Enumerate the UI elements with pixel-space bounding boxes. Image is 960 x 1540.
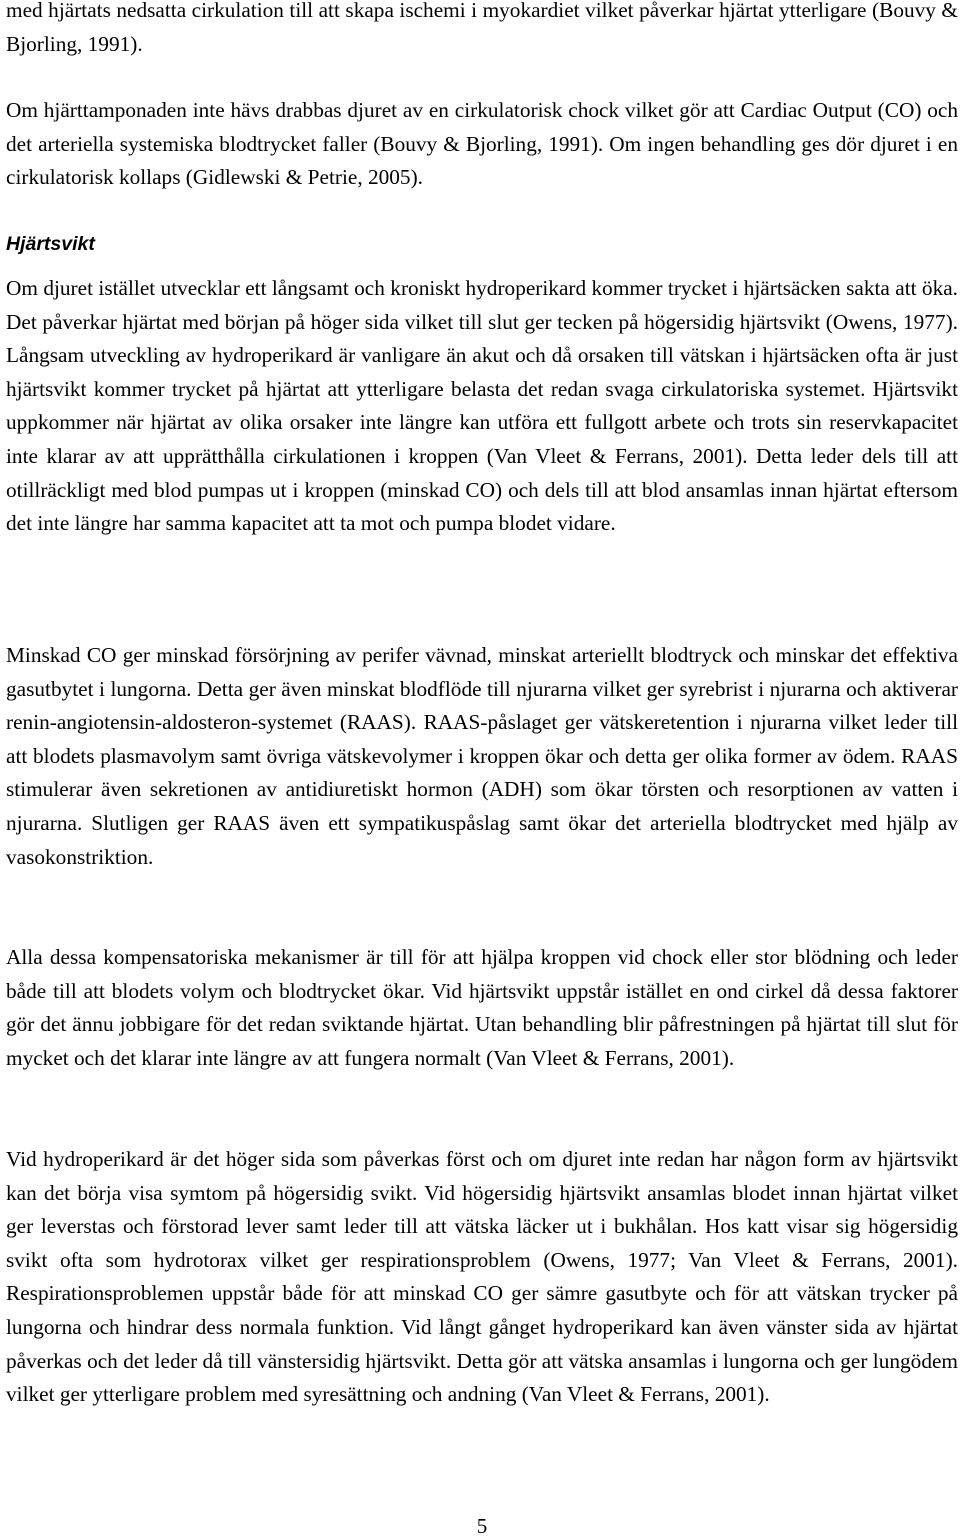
- paragraph-tamponade: Om hjärttamponaden inte hävs drabbas djuret av en cirkulatorisk chock vilket gör att Cardiac Output (CO) och det arteriella systemiska blodtrycket faller (Bouvy & Bjorling, 1991). Om ingen behandling ges dör djuret i en cirkulatorisk kollaps (Gidlewski & Petrie, 2005).: [6, 98, 958, 190]
- page-number: 5: [476, 1514, 488, 1538]
- document-page: [6, 0, 958, 1539]
- paragraph-reduced-co: Minskad CO ger minskad försörjning av perifer vävnad, minskat arteriellt blodtryck och minskar det effektiva gasutbytet i lungorna. Detta ger även minskat blodflöde till njurarna vilket ger syrebrist i njurarna och aktiverar renin-angiotensin-aldosteron-systemet (RAAS). RAAS-påslaget ger vätskeretention i njurarna vilket leder till att blodets plasmavolym samt övriga vätskevolymer i kroppen ökar och detta ger olika former av ödem. RAAS stimulerar även sekretionen av antidiuretiskt hormon (ADH) som ökar törsten och resorptionen av vatten i njurarna. Slutligen ger RAAS även ett sympatikuspåslag samt ökar det arteriella blodtrycket med hjälp av vasokonstriktion.: [6, 643, 958, 869]
- paragraph-chronic-hydropericardium: Om djuret istället utvecklar ett långsamt och kroniskt hydroperikard kommer trycket i hjärtsäcken sakta att öka. Det påverkar hjärtat med början på höger sida vilket till slut ger tecken på högersidig hjärtsvikt (Owens, 1977). Långsam utveckling av hydroperikard är vanligare än akut och då orsaken till vätskan i hjärtsäcken ofta är just hjärtsvikt kommer trycket på hjärtat att ytterligare belasta det redan svaga cirkulatoriska systemet. Hjärtsvikt uppkommer när hjärtat av olika orsaker inte längre kan utföra ett fullgott arbete och trots sin reservkapacitet inte klarar av att upprätthålla cirkulationen i kroppen (Van Vleet & Ferrans, 2001). Detta leder dels till att otillräckligt med blod pumpas ut i kroppen (minskad CO) och dels till att blod ansamlas innan hjärtat eftersom det inte längre har samma kapacitet att ta mot och pumpa blodet vidare.: [6, 276, 958, 536]
- paragraph-intro-continuation: med hjärtats nedsatta cirkulation till att skapa ischemi i myokardiet vilket påverkar hjärtat ytterligare (Bouvy & Bjorling, 1991).: [6, 0, 958, 56]
- section-heading: Hjärtsvikt: [6, 233, 95, 255]
- paragraph-compensatory: Alla dessa kompensatoriska mekanismer är till för att hjälpa kroppen vid chock eller stor blödning och leder både till att blodets volym och blodtrycket ökar. Vid hjärtsvikt uppstår istället en ond cirkel då dessa faktorer gör det ännu jobbigare för det redan sviktande hjärtat. Utan behandling blir påfrestningen på hjärtat till slut för mycket och det klarar inte längre av att fungera normalt (Van Vleet & Ferrans, 2001).: [6, 945, 958, 1070]
- paragraph-right-sided-failure: Vid hydroperikard är det höger sida som påverkas först och om djuret inte redan har någon form av hjärtsvikt kan det börja visa symtom på högersidig svikt. Vid högersidig hjärtsvikt ansamlas blodet innan hjärtat vilket ger leverstas och förstorad lever samt leder till att vätska läcker ut i bukhålan. Hos katt visar sig högersidig svikt ofta som hydrotorax vilket ger respirationsproblem (Owens, 1977; Van Vleet & Ferrans, 2001). Respirationsproblemen uppstår både för att minskad CO ger sämre gasutbyte och för att vätskan trycker på lungorna och hindrar dess normala funktion. Vid långt gånget hydroperikard kan även vänster sida av hjärtat påverkas och det leder då till vänstersidig hjärtsvikt. Detta gör att vätska ansamlas i lungorna och ger lungödem vilket ger ytterligare problem med syresättning och andning (Van Vleet & Ferrans, 2001).: [6, 1147, 958, 1407]
